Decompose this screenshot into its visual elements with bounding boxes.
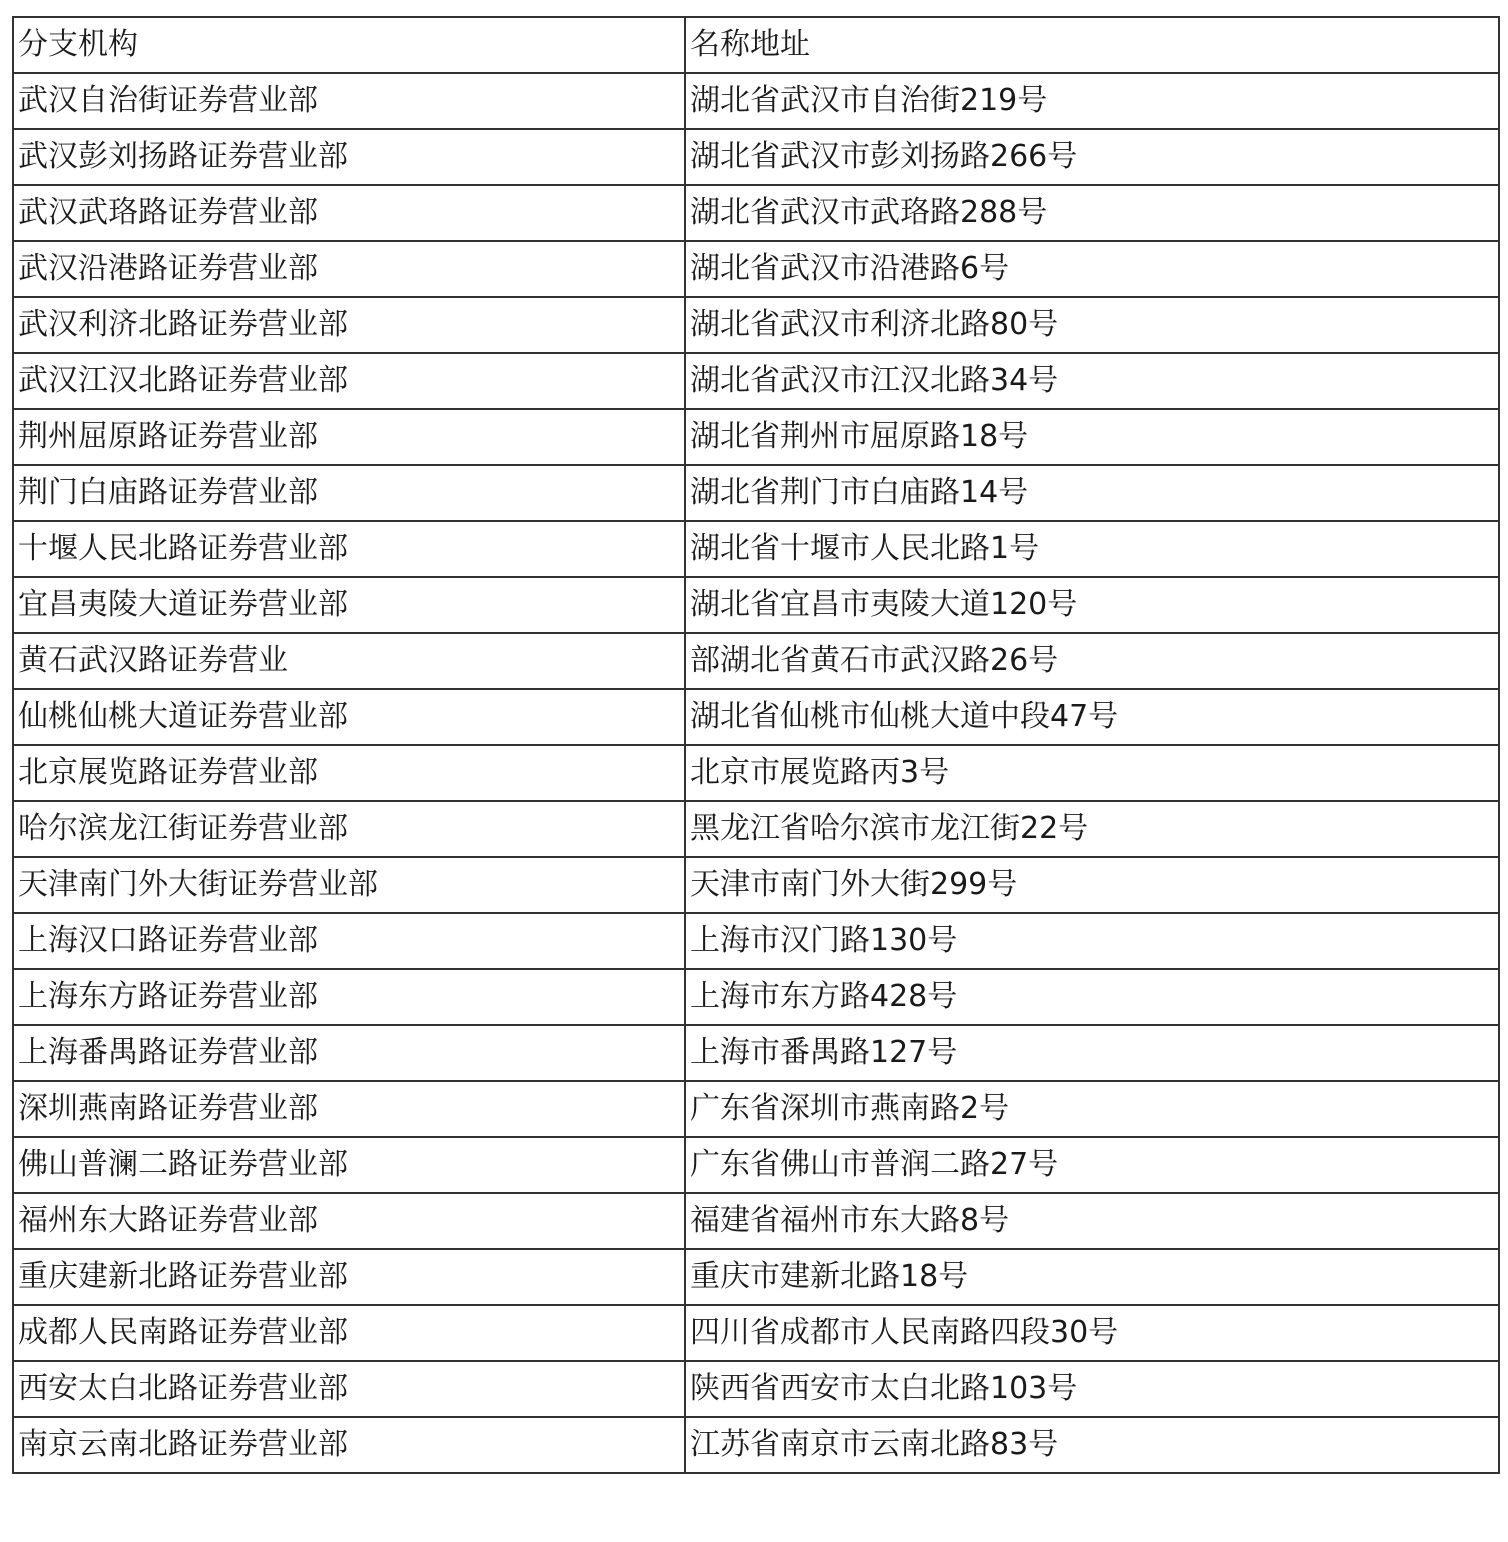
address-cell: 湖北省荆州市屈原路18号	[685, 409, 1499, 465]
address-cell: 天津市南门外大街299号	[685, 857, 1499, 913]
table-row	[13, 1249, 1499, 1305]
address-cell: 湖北省十堰市人民北路1号	[685, 521, 1499, 577]
branch-name-cell: 成都人民南路证券营业部	[13, 1305, 685, 1361]
address-cell: 湖北省武汉市江汉北路34号	[685, 353, 1499, 409]
branch-name-cell: 仙桃仙桃大道证券营业部	[13, 689, 685, 745]
address-cell: 湖北省宜昌市夷陵大道120号	[685, 577, 1499, 633]
branch-name-cell: 南京云南北路证券营业部	[13, 1417, 685, 1473]
header-branch: 分支机构	[13, 17, 685, 73]
address-cell: 陕西省西安市太白北路103号	[685, 1361, 1499, 1417]
table-row	[13, 1305, 1499, 1361]
branch-name-cell: 上海番禺路证券营业部	[13, 1025, 685, 1081]
address-cell: 江苏省南京市云南北路83号	[685, 1417, 1499, 1473]
address-cell: 北京市展览路丙3号	[685, 745, 1499, 801]
address-cell: 湖北省武汉市沿港路6号	[685, 241, 1499, 297]
branch-name-cell: 武汉彭刘扬路证券营业部	[13, 129, 685, 185]
table-row	[13, 129, 1499, 185]
branch-name-cell: 深圳燕南路证券营业部	[13, 1081, 685, 1137]
address-cell: 湖北省武汉市自治街219号	[685, 73, 1499, 129]
address-cell: 上海市东方路428号	[685, 969, 1499, 1025]
branch-table-container	[12, 16, 1498, 1474]
address-cell: 福建省福州市东大路8号	[685, 1193, 1499, 1249]
branch-name-cell: 西安太白北路证券营业部	[13, 1361, 685, 1417]
branch-name-cell: 荆门白庙路证券营业部	[13, 465, 685, 521]
header-address: 名称地址	[685, 17, 1499, 73]
address-cell: 湖北省武汉市利济北路80号	[685, 297, 1499, 353]
table-row	[13, 913, 1499, 969]
branch-name-cell: 佛山普澜二路证券营业部	[13, 1137, 685, 1193]
table-row	[13, 297, 1499, 353]
branch-name-cell: 天津南门外大街证券营业部	[13, 857, 685, 913]
address-cell: 广东省深圳市燕南路2号	[685, 1081, 1499, 1137]
table-row	[13, 745, 1499, 801]
address-cell: 湖北省仙桃市仙桃大道中段47号	[685, 689, 1499, 745]
branch-name-cell: 十堰人民北路证券营业部	[13, 521, 685, 577]
branch-name-cell: 重庆建新北路证券营业部	[13, 1249, 685, 1305]
branch-name-cell: 哈尔滨龙江街证券营业部	[13, 801, 685, 857]
table-row	[13, 465, 1499, 521]
address-cell: 湖北省武汉市武珞路288号	[685, 185, 1499, 241]
branch-name-cell: 宜昌夷陵大道证券营业部	[13, 577, 685, 633]
branch-name-cell: 武汉利济北路证券营业部	[13, 297, 685, 353]
table-row	[13, 1193, 1499, 1249]
address-cell: 重庆市建新北路18号	[685, 1249, 1499, 1305]
branch-name-cell: 武汉沿港路证券营业部	[13, 241, 685, 297]
table-row	[13, 1361, 1499, 1417]
branch-name-cell: 武汉自治街证券营业部	[13, 73, 685, 129]
table-row	[13, 241, 1499, 297]
branch-name-cell: 上海汉口路证券营业部	[13, 913, 685, 969]
table-row	[13, 1137, 1499, 1193]
table-row	[13, 857, 1499, 913]
branch-name-cell: 福州东大路证券营业部	[13, 1193, 685, 1249]
address-cell: 部湖北省黄石市武汉路26号	[685, 633, 1499, 689]
address-cell: 黑龙江省哈尔滨市龙江街22号	[685, 801, 1499, 857]
table-row	[13, 633, 1499, 689]
table-row	[13, 1081, 1499, 1137]
table-row	[13, 353, 1499, 409]
table-row	[13, 969, 1499, 1025]
table-row	[13, 577, 1499, 633]
address-cell: 上海市番禺路127号	[685, 1025, 1499, 1081]
table-body	[13, 17, 1499, 1473]
branch-name-cell: 黄石武汉路证券营业	[13, 633, 685, 689]
table-row	[13, 409, 1499, 465]
branch-name-cell: 上海东方路证券营业部	[13, 969, 685, 1025]
address-cell: 四川省成都市人民南路四段30号	[685, 1305, 1499, 1361]
address-cell: 湖北省荆门市白庙路14号	[685, 465, 1499, 521]
table-header-row	[13, 17, 1499, 73]
branch-name-cell: 武汉江汉北路证券营业部	[13, 353, 685, 409]
table-row	[13, 73, 1499, 129]
branch-address-table	[12, 16, 1500, 1474]
branch-name-cell: 武汉武珞路证券营业部	[13, 185, 685, 241]
address-cell: 湖北省武汉市彭刘扬路266号	[685, 129, 1499, 185]
table-row	[13, 1025, 1499, 1081]
table-row	[13, 185, 1499, 241]
table-row	[13, 801, 1499, 857]
branch-name-cell: 荆州屈原路证券营业部	[13, 409, 685, 465]
table-row	[13, 689, 1499, 745]
address-cell: 上海市汉门路130号	[685, 913, 1499, 969]
address-cell: 广东省佛山市普润二路27号	[685, 1137, 1499, 1193]
table-row	[13, 1417, 1499, 1473]
branch-name-cell: 北京展览路证券营业部	[13, 745, 685, 801]
table-row	[13, 521, 1499, 577]
